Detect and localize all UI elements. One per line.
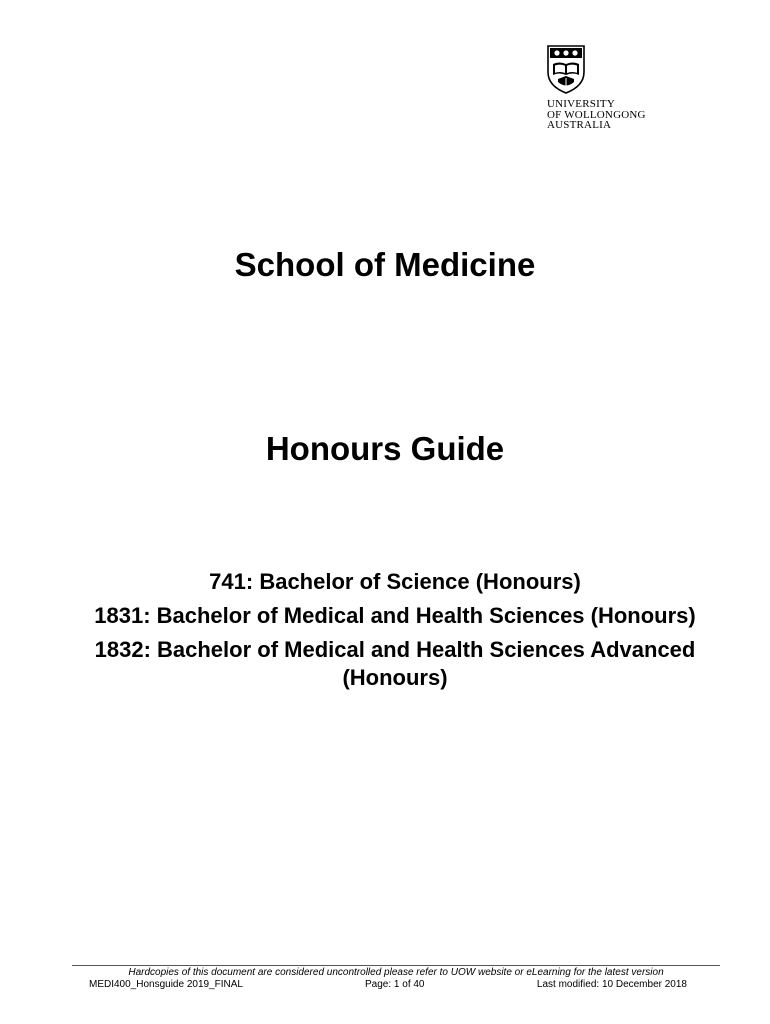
- document-code: MEDI400_Honsguide 2019_FINAL: [89, 979, 243, 990]
- program-item: 1831: Bachelor of Medical and Health Sciences (Honours): [94, 603, 696, 628]
- wordmark-line-2: OF WOLLONGONG: [547, 108, 646, 121]
- university-wordmark: [547, 99, 646, 131]
- wordmark-line-3: AUSTRALIA: [547, 119, 612, 131]
- footer-note: Hardcopies of this document are considered uncontrolled please refer to UOW website or eLearning for the latest version: [128, 967, 664, 978]
- university-crest-icon: [546, 42, 586, 94]
- footer-divider: [72, 965, 720, 966]
- document-title: School of Medicine: [234, 246, 536, 283]
- program-item: 741: Bachelor of Science (Honours): [209, 569, 581, 594]
- page-number: Page: 1 of 40: [365, 979, 425, 990]
- wordmark-line-1: UNIVERSITY: [547, 98, 615, 110]
- program-list: [60, 568, 730, 698]
- last-modified: Last modified: 10 December 2018: [536, 979, 687, 990]
- document-subtitle: Honours Guide: [265, 430, 505, 467]
- program-item: 1832: Bachelor of Medical and Health Sciences Advanced (Honours): [94, 637, 696, 690]
